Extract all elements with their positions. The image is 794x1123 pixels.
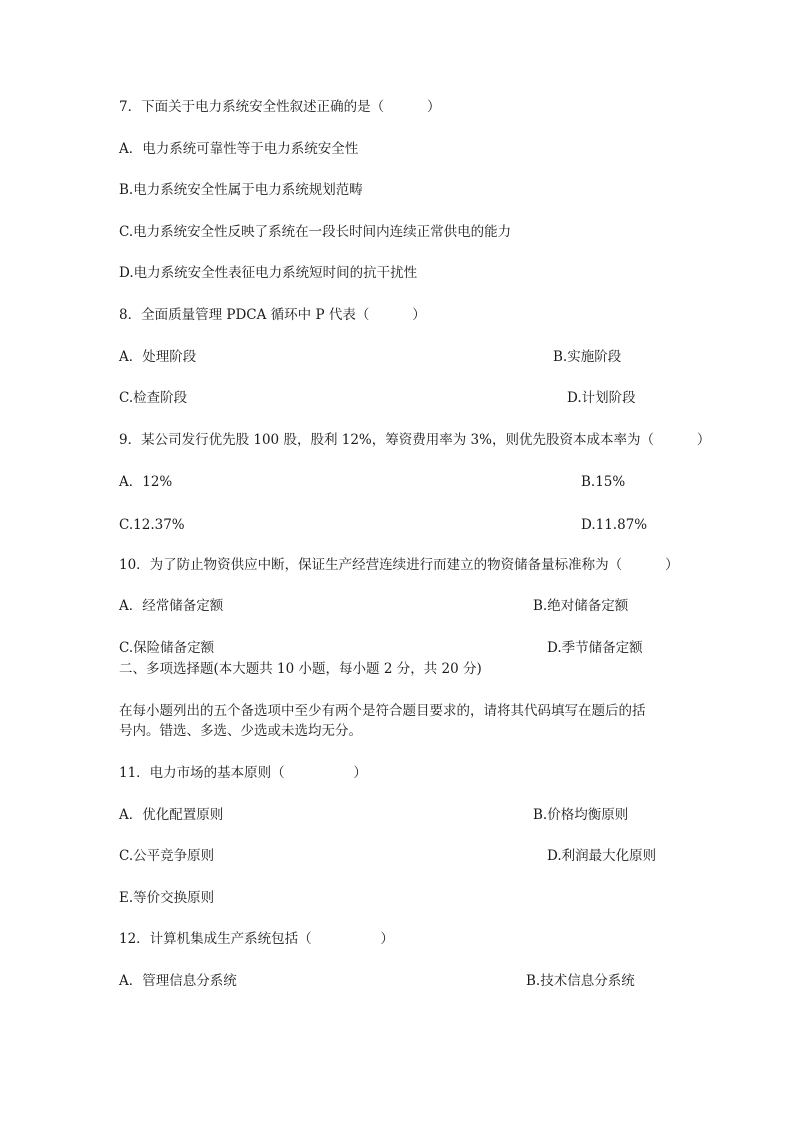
q10-option-b: B.绝对储备定额 bbox=[533, 598, 629, 614]
q12-stem: 12．计算机集成生产系统包括（ ） bbox=[119, 931, 394, 947]
q11-option-d: D.利润最大化原则 bbox=[547, 848, 657, 864]
q7-option-b: B.电力系统安全性属于电力系统规划范畴 bbox=[119, 182, 363, 198]
section-instruction-line2: 号内。错选、多选、少选或未选均无分。 bbox=[119, 723, 362, 739]
q11-option-b: B.价格均衡原则 bbox=[533, 807, 629, 823]
q9-option-c: C.12.37% bbox=[119, 517, 185, 533]
q7-stem: 7．下面关于电力系统安全性叙述正确的是（ ） bbox=[119, 99, 441, 115]
section-heading: 二、多项选择题(本大题共 10 小题，每小题 2 分，共 20 分) bbox=[119, 661, 482, 677]
q7-option-a: A．电力系统可靠性等于电力系统安全性 bbox=[119, 141, 359, 157]
q7-option-c: C.电力系统安全性反映了系统在一段长时间内连续正常供电的能力 bbox=[119, 224, 512, 240]
q11-option-c: C.公平竞争原则 bbox=[119, 848, 215, 864]
q12-option-b: B.技术信息分系统 bbox=[526, 973, 635, 989]
q9-stem: 9．某公司发行优先股 100 股，股利 12%，筹资费用率为 3%，则优先股资本成本率为（ ） bbox=[119, 432, 711, 448]
q12-option-a: A．管理信息分系统 bbox=[119, 973, 237, 989]
q11-option-e: E.等价交换原则 bbox=[119, 890, 215, 906]
q10-stem: 10．为了防止物资供应中断，保证生产经营连续进行而建立的物资储备量标准称为（ ） bbox=[119, 557, 679, 573]
q9-option-a: A．12% bbox=[119, 474, 173, 490]
q10-option-a: A．经常储备定额 bbox=[119, 598, 224, 614]
q9-option-d: D.11.87% bbox=[581, 517, 648, 533]
q9-option-b: B.15% bbox=[581, 474, 626, 490]
q8-option-a: A．处理阶段 bbox=[119, 349, 197, 365]
q11-option-a: A．优化配置原则 bbox=[119, 807, 224, 823]
section-instruction-line1: 在每小题列出的五个备选项中至少有两个是符合题目要求的，请将其代码填写在题后的括 bbox=[119, 703, 646, 719]
q7-option-d: D.电力系统安全性表征电力系统短时间的抗干扰性 bbox=[119, 265, 418, 281]
q11-stem: 11．电力市场的基本原则（ ） bbox=[119, 765, 367, 781]
q10-option-c: C.保险储备定额 bbox=[119, 640, 215, 656]
q8-option-d: D.计划阶段 bbox=[567, 390, 636, 406]
q8-option-c: C.检查阶段 bbox=[119, 390, 188, 406]
q8-stem: 8．全面质量管理 PDCA 循环中 P 代表（ ） bbox=[119, 307, 426, 323]
q8-option-b: B.实施阶段 bbox=[553, 349, 622, 365]
q10-option-d: D.季节储备定额 bbox=[547, 640, 643, 656]
